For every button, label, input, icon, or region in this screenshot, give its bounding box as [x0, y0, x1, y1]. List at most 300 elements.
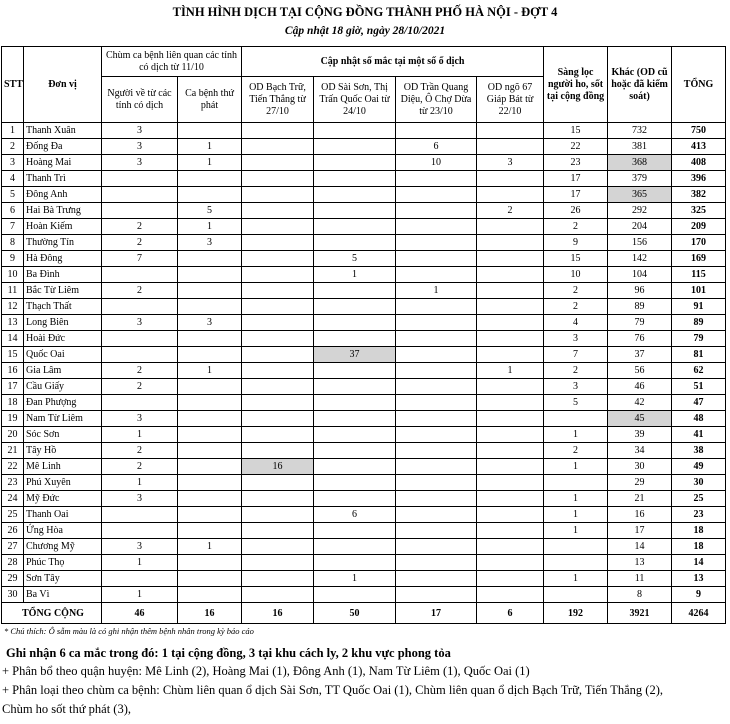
header-od-tran-quang-dieu: OD Trần Quang Diệu, Ô Chợ Dừa từ 23/10 — [396, 77, 477, 123]
unit-cell: Mê Linh — [24, 459, 102, 475]
value-cell: 5 — [544, 395, 608, 411]
value-cell — [477, 427, 544, 443]
value-cell — [314, 539, 396, 555]
stt-cell: 11 — [2, 283, 24, 299]
value-cell: 142 — [608, 251, 672, 267]
value-cell: 21 — [608, 491, 672, 507]
value-cell — [477, 347, 544, 363]
value-cell — [102, 571, 178, 587]
row-total-cell: 49 — [672, 459, 726, 475]
value-cell: 46 — [608, 379, 672, 395]
page-subtitle: Cập nhật 18 giờ, ngày 28/10/2021 — [284, 25, 446, 37]
stt-cell: 19 — [2, 411, 24, 427]
value-cell: 22 — [544, 139, 608, 155]
value-cell — [477, 171, 544, 187]
value-cell — [102, 331, 178, 347]
value-cell: 6 — [314, 507, 396, 523]
total-cell: 46 — [102, 603, 178, 624]
total-cell: 4264 — [672, 603, 726, 624]
value-cell: 29 — [608, 475, 672, 491]
value-cell: 15 — [544, 123, 608, 139]
total-cell: 192 — [544, 603, 608, 624]
table-row — [2, 267, 726, 283]
value-cell: 89 — [608, 299, 672, 315]
row-total-cell: 209 — [672, 219, 726, 235]
value-cell — [178, 379, 242, 395]
value-cell — [242, 203, 314, 219]
row-total-cell: 169 — [672, 251, 726, 267]
table-row — [2, 299, 726, 315]
value-cell: 3 — [102, 411, 178, 427]
value-cell — [396, 459, 477, 475]
value-cell: 156 — [608, 235, 672, 251]
row-total-cell: 325 — [672, 203, 726, 219]
stt-cell: 7 — [2, 219, 24, 235]
row-total-cell: 25 — [672, 491, 726, 507]
value-cell — [242, 347, 314, 363]
value-cell — [314, 555, 396, 571]
value-cell: 9 — [544, 235, 608, 251]
stt-cell: 12 — [2, 299, 24, 315]
stt-cell: 3 — [2, 155, 24, 171]
value-cell — [242, 491, 314, 507]
value-cell — [477, 443, 544, 459]
value-cell — [314, 459, 396, 475]
value-cell — [544, 539, 608, 555]
value-cell — [477, 251, 544, 267]
value-cell: 2 — [102, 363, 178, 379]
value-cell — [477, 219, 544, 235]
value-cell: 204 — [608, 219, 672, 235]
value-cell: 17 — [608, 523, 672, 539]
row-total-cell: 408 — [672, 155, 726, 171]
value-cell — [314, 283, 396, 299]
value-cell: 365 — [608, 187, 672, 203]
value-cell — [396, 299, 477, 315]
value-cell — [178, 187, 242, 203]
value-cell: 1 — [178, 219, 242, 235]
value-cell: 10 — [396, 155, 477, 171]
value-cell — [396, 187, 477, 203]
value-cell — [544, 587, 608, 603]
value-cell: 23 — [544, 155, 608, 171]
value-cell — [242, 475, 314, 491]
value-cell: 1 — [314, 267, 396, 283]
value-cell — [242, 379, 314, 395]
value-cell — [178, 571, 242, 587]
table-row — [2, 123, 726, 139]
value-cell — [242, 539, 314, 555]
value-cell — [242, 507, 314, 523]
table-row — [2, 379, 726, 395]
value-cell — [242, 155, 314, 171]
value-cell: 3 — [178, 315, 242, 331]
value-cell: 11 — [608, 571, 672, 587]
value-cell — [242, 187, 314, 203]
table-row — [2, 315, 726, 331]
value-cell — [396, 267, 477, 283]
value-cell: 2 — [544, 299, 608, 315]
value-cell — [178, 555, 242, 571]
stt-cell: 29 — [2, 571, 24, 587]
value-cell — [178, 395, 242, 411]
value-cell: 16 — [608, 507, 672, 523]
table-row — [2, 187, 726, 203]
stt-cell: 22 — [2, 459, 24, 475]
unit-cell: Thanh Xuân — [24, 123, 102, 139]
value-cell: 1 — [178, 139, 242, 155]
unit-cell: Tây Hồ — [24, 443, 102, 459]
value-cell: 1 — [544, 507, 608, 523]
value-cell: 1 — [314, 571, 396, 587]
value-cell — [396, 475, 477, 491]
table-row — [2, 203, 726, 219]
value-cell: 42 — [608, 395, 672, 411]
value-cell — [178, 411, 242, 427]
value-cell — [396, 443, 477, 459]
unit-cell: Sơn Tây — [24, 571, 102, 587]
header-stt: STT — [2, 47, 24, 123]
value-cell — [477, 267, 544, 283]
value-cell — [314, 299, 396, 315]
totals-label: TỔNG CỘNG — [2, 603, 102, 624]
value-cell — [396, 427, 477, 443]
unit-cell: Phúc Thọ — [24, 555, 102, 571]
value-cell — [178, 171, 242, 187]
value-cell — [477, 379, 544, 395]
value-cell — [396, 331, 477, 347]
value-cell — [242, 315, 314, 331]
value-cell: 30 — [608, 459, 672, 475]
value-cell — [178, 299, 242, 315]
table-row — [2, 395, 726, 411]
value-cell: 8 — [608, 587, 672, 603]
value-cell: 1 — [544, 427, 608, 443]
value-cell — [396, 587, 477, 603]
value-cell: 3 — [102, 491, 178, 507]
value-cell — [396, 555, 477, 571]
row-total-cell: 51 — [672, 379, 726, 395]
value-cell — [242, 123, 314, 139]
value-cell — [477, 283, 544, 299]
value-cell: 13 — [608, 555, 672, 571]
table-row — [2, 507, 726, 523]
stt-cell: 20 — [2, 427, 24, 443]
header-other: Khác (OD cũ hoặc đã kiểm soát) — [608, 47, 672, 123]
table-row — [2, 475, 726, 491]
stt-cell: 5 — [2, 187, 24, 203]
row-total-cell: 30 — [672, 475, 726, 491]
value-cell: 3 — [102, 539, 178, 555]
value-cell: 1 — [544, 459, 608, 475]
value-cell — [242, 363, 314, 379]
stt-cell: 28 — [2, 555, 24, 571]
value-cell: 1 — [102, 427, 178, 443]
value-cell: 56 — [608, 363, 672, 379]
unit-cell: Bắc Từ Liêm — [24, 283, 102, 299]
value-cell: 2 — [102, 283, 178, 299]
value-cell — [314, 491, 396, 507]
value-cell — [178, 283, 242, 299]
page-title: TÌNH HÌNH DỊCH TẠI CỘNG ĐỒNG THÀNH PHỐ HÀ NỘI - ĐỢT 4 — [172, 5, 558, 19]
value-cell — [314, 443, 396, 459]
stt-cell: 17 — [2, 379, 24, 395]
value-cell — [178, 427, 242, 443]
value-cell — [178, 507, 242, 523]
row-total-cell: 101 — [672, 283, 726, 299]
table-row — [2, 571, 726, 587]
value-cell — [477, 315, 544, 331]
value-cell: 3 — [102, 315, 178, 331]
unit-cell: Ba Vì — [24, 587, 102, 603]
value-cell — [477, 139, 544, 155]
value-cell — [477, 523, 544, 539]
row-total-cell: 41 — [672, 427, 726, 443]
value-cell — [477, 123, 544, 139]
unit-cell: Quốc Oai — [24, 347, 102, 363]
value-cell: 3 — [544, 379, 608, 395]
value-cell — [242, 523, 314, 539]
value-cell — [396, 539, 477, 555]
table-row — [2, 155, 726, 171]
row-total-cell: 13 — [672, 571, 726, 587]
header-screening: Sàng lọc người ho, sốt tại cộng đồng — [544, 47, 608, 123]
value-cell: 1 — [544, 491, 608, 507]
table-row — [2, 363, 726, 379]
value-cell: 2 — [102, 443, 178, 459]
value-cell — [102, 187, 178, 203]
value-cell — [477, 459, 544, 475]
value-cell — [178, 475, 242, 491]
value-cell — [314, 411, 396, 427]
value-cell: 2 — [544, 363, 608, 379]
value-cell — [178, 523, 242, 539]
value-cell: 4 — [544, 315, 608, 331]
value-cell — [242, 235, 314, 251]
unit-cell: Long Biên — [24, 315, 102, 331]
total-cell: 16 — [242, 603, 314, 624]
value-cell — [242, 219, 314, 235]
value-cell: 3 — [477, 155, 544, 171]
table-row — [2, 427, 726, 443]
value-cell — [396, 123, 477, 139]
value-cell — [396, 523, 477, 539]
value-cell — [396, 251, 477, 267]
value-cell — [178, 459, 242, 475]
table-row — [2, 555, 726, 571]
unit-cell: Đống Đa — [24, 139, 102, 155]
stt-cell: 4 — [2, 171, 24, 187]
row-total-cell: 750 — [672, 123, 726, 139]
value-cell — [477, 491, 544, 507]
unit-cell: Sóc Sơn — [24, 427, 102, 443]
total-cell: 16 — [178, 603, 242, 624]
stt-cell: 9 — [2, 251, 24, 267]
value-cell — [314, 587, 396, 603]
value-cell: 1 — [178, 539, 242, 555]
summary-headline: Ghi nhận 6 ca mắc trong đó: 1 tại cộng đồng, 3 tại khu cách ly, 2 khu vực phong tỏa — [6, 646, 451, 660]
unit-cell: Gia Lâm — [24, 363, 102, 379]
stt-cell: 26 — [2, 523, 24, 539]
value-cell: 7 — [544, 347, 608, 363]
value-cell: 16 — [242, 459, 314, 475]
stt-cell: 10 — [2, 267, 24, 283]
value-cell — [396, 363, 477, 379]
value-cell — [396, 491, 477, 507]
value-cell: 1 — [544, 571, 608, 587]
value-cell — [477, 555, 544, 571]
value-cell: 3 — [102, 155, 178, 171]
value-cell: 26 — [544, 203, 608, 219]
value-cell: 1 — [477, 363, 544, 379]
unit-cell: Hoài Đức — [24, 331, 102, 347]
unit-cell: Thạch Thất — [24, 299, 102, 315]
table-row — [2, 251, 726, 267]
header-secondary: Ca bệnh thứ phát — [178, 77, 242, 123]
unit-cell: Chương Mỹ — [24, 539, 102, 555]
header-unit: Đơn vị — [24, 47, 102, 123]
unit-cell: Thường Tín — [24, 235, 102, 251]
stt-cell: 27 — [2, 539, 24, 555]
stt-cell: 2 — [2, 139, 24, 155]
value-cell — [396, 315, 477, 331]
row-total-cell: 79 — [672, 331, 726, 347]
row-total-cell: 47 — [672, 395, 726, 411]
total-cell: 3921 — [608, 603, 672, 624]
value-cell: 104 — [608, 267, 672, 283]
value-cell — [102, 267, 178, 283]
row-total-cell: 170 — [672, 235, 726, 251]
value-cell — [102, 171, 178, 187]
summary-district-line: + Phân bổ theo quận huyện: Mê Linh (2), Hoàng Mai (1), Đông Anh (1), Nam Từ Liêm (1), Quốc Oai (1) — [2, 664, 530, 678]
value-cell: 2 — [102, 459, 178, 475]
table-row — [2, 171, 726, 187]
unit-cell: Hoàng Mai — [24, 155, 102, 171]
value-cell: 1 — [396, 283, 477, 299]
unit-cell: Đan Phượng — [24, 395, 102, 411]
value-cell: 39 — [608, 427, 672, 443]
value-cell: 1 — [178, 155, 242, 171]
footnote: * Chú thích: Ô sẫm màu là có ghi nhận thêm bệnh nhân trong kỳ báo cáo — [4, 626, 254, 636]
unit-cell: Nam Từ Liêm — [24, 411, 102, 427]
value-cell — [178, 587, 242, 603]
value-cell — [178, 123, 242, 139]
value-cell — [314, 123, 396, 139]
value-cell — [544, 555, 608, 571]
value-cell — [242, 283, 314, 299]
value-cell — [477, 539, 544, 555]
total-cell: 17 — [396, 603, 477, 624]
value-cell — [314, 475, 396, 491]
value-cell — [396, 411, 477, 427]
value-cell — [314, 315, 396, 331]
value-cell: 2 — [544, 443, 608, 459]
table-row — [2, 331, 726, 347]
summary-cluster-line: + Phân loại theo chùm ca bệnh: Chùm liên quan ổ dịch Sài Sơn, TT Quốc Oai (1), Chùm liên quan ổ dịch Bạch Trữ, Tiến Thắng (2), — [2, 683, 663, 697]
unit-cell: Ba Đình — [24, 267, 102, 283]
value-cell — [178, 491, 242, 507]
value-cell — [178, 443, 242, 459]
unit-cell: Hà Đông — [24, 251, 102, 267]
stt-cell: 8 — [2, 235, 24, 251]
value-cell: 14 — [608, 539, 672, 555]
cases-table — [1, 46, 726, 624]
table-row — [2, 283, 726, 299]
value-cell: 1 — [102, 475, 178, 491]
value-cell: 1 — [102, 555, 178, 571]
value-cell — [477, 587, 544, 603]
value-cell: 37 — [314, 347, 396, 363]
row-total-cell: 91 — [672, 299, 726, 315]
value-cell — [314, 171, 396, 187]
header-total: TỔNG — [672, 47, 726, 123]
value-cell — [178, 251, 242, 267]
stt-cell: 25 — [2, 507, 24, 523]
value-cell — [477, 507, 544, 523]
unit-cell: Hai Bà Trưng — [24, 203, 102, 219]
table-row — [2, 443, 726, 459]
table-row — [2, 347, 726, 363]
stt-cell: 18 — [2, 395, 24, 411]
value-cell: 15 — [544, 251, 608, 267]
stt-cell: 1 — [2, 123, 24, 139]
table-row — [2, 587, 726, 603]
value-cell: 17 — [544, 171, 608, 187]
value-cell: 381 — [608, 139, 672, 155]
value-cell: 79 — [608, 315, 672, 331]
value-cell — [396, 507, 477, 523]
value-cell — [544, 411, 608, 427]
value-cell: 2 — [102, 235, 178, 251]
value-cell: 732 — [608, 123, 672, 139]
value-cell — [314, 379, 396, 395]
value-cell: 292 — [608, 203, 672, 219]
value-cell — [396, 203, 477, 219]
row-total-cell: 18 — [672, 523, 726, 539]
value-cell — [242, 331, 314, 347]
value-cell — [102, 203, 178, 219]
value-cell — [396, 219, 477, 235]
header-returnees: Người về từ các tỉnh có dịch — [102, 77, 178, 123]
header-od-bach-tru: OD Bạch Trữ, Tiến Thắng từ 27/10 — [242, 77, 314, 123]
totals-row — [2, 603, 726, 624]
row-total-cell: 89 — [672, 315, 726, 331]
value-cell: 3 — [178, 235, 242, 251]
value-cell: 7 — [102, 251, 178, 267]
value-cell — [314, 187, 396, 203]
table-row — [2, 411, 726, 427]
stt-cell: 6 — [2, 203, 24, 219]
header-group-outbreaks: Cập nhật số mắc tại một số ổ dịch — [242, 47, 544, 77]
table-row — [2, 219, 726, 235]
value-cell: 10 — [544, 267, 608, 283]
value-cell: 3 — [102, 123, 178, 139]
row-total-cell: 382 — [672, 187, 726, 203]
value-cell — [477, 475, 544, 491]
value-cell: 2 — [544, 283, 608, 299]
value-cell — [102, 395, 178, 411]
value-cell — [314, 363, 396, 379]
value-cell — [178, 267, 242, 283]
value-cell — [242, 587, 314, 603]
table-row — [2, 139, 726, 155]
unit-cell: Ứng Hòa — [24, 523, 102, 539]
value-cell: 3 — [544, 331, 608, 347]
value-cell: 5 — [314, 251, 396, 267]
value-cell — [396, 571, 477, 587]
summary-cluster-line-cont: Chùm ho sốt thứ phát (3), — [2, 702, 131, 716]
stt-cell: 13 — [2, 315, 24, 331]
